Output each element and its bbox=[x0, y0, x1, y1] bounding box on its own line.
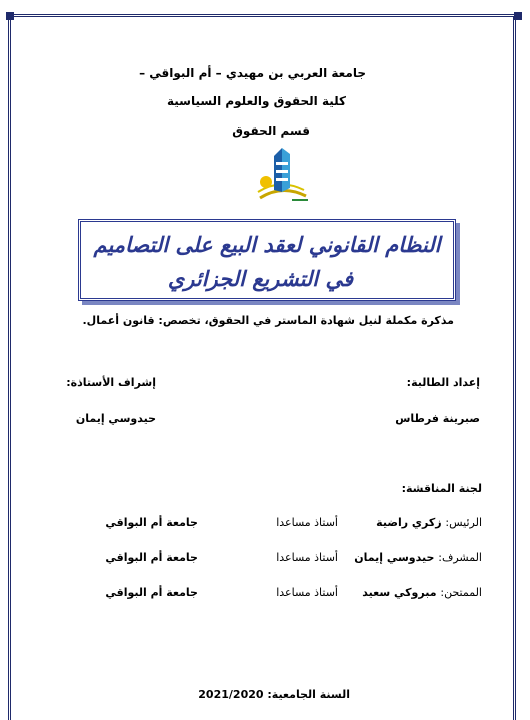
frame-corner bbox=[514, 12, 522, 20]
committee-name: حيدوسي إيمان bbox=[354, 551, 435, 564]
frame-corner bbox=[6, 12, 14, 20]
university-logo-icon bbox=[252, 144, 312, 206]
thesis-title-box bbox=[78, 219, 456, 301]
committee-member bbox=[354, 551, 482, 564]
page-border bbox=[8, 14, 516, 720]
academic-year bbox=[198, 688, 350, 701]
faculty-name: كلية الحقوق والعلوم السياسية bbox=[166, 94, 346, 108]
committee-name: مبروكي سعيد bbox=[362, 586, 437, 599]
memo-description: مذكرة مكملة لنيل شهادة الماستر في الحقوق، تخصص: قانون أعمال. bbox=[82, 314, 454, 327]
committee-role: الممتحن: bbox=[440, 586, 482, 599]
committee-rank: أستاذ مساعدا bbox=[276, 586, 338, 599]
thesis-title-line2: في التشريع الجزائري bbox=[167, 266, 353, 291]
committee-role: المشرف: bbox=[438, 551, 482, 564]
committee-name: زكري راضية bbox=[376, 516, 442, 529]
committee-member bbox=[376, 516, 482, 529]
academic-year-value: 2021/2020 bbox=[198, 688, 264, 701]
committee-role: الرئيس: bbox=[445, 516, 482, 529]
committee-university: جامعة أم البواقي bbox=[105, 516, 198, 529]
prepared-by-label: إعداد الطالبة: bbox=[406, 376, 480, 389]
university-name: جامعة العربي بن مهيدي – أم البواقي – bbox=[139, 66, 366, 80]
committee-university: جامعة أم البواقي bbox=[105, 551, 198, 564]
committee-label: لجنة المناقشة: bbox=[401, 482, 482, 495]
supervision-label: إشراف الأستاذة: bbox=[66, 376, 156, 389]
thesis-title-line1: النظام القانوني لعقد البيع على التصاميم bbox=[93, 232, 441, 257]
committee-rank: أستاذ مساعدا bbox=[276, 551, 338, 564]
department-name: قسم الحقوق bbox=[232, 124, 310, 138]
committee-university: جامعة أم البواقي bbox=[105, 586, 198, 599]
committee-member bbox=[362, 586, 482, 599]
supervisor-name: حيدوسي إيمان bbox=[75, 412, 156, 425]
academic-year-label: السنة الجامعية: bbox=[267, 688, 350, 701]
committee-rank: أستاذ مساعدا bbox=[276, 516, 338, 529]
student-name: صبرينة فرطاس bbox=[395, 412, 480, 425]
